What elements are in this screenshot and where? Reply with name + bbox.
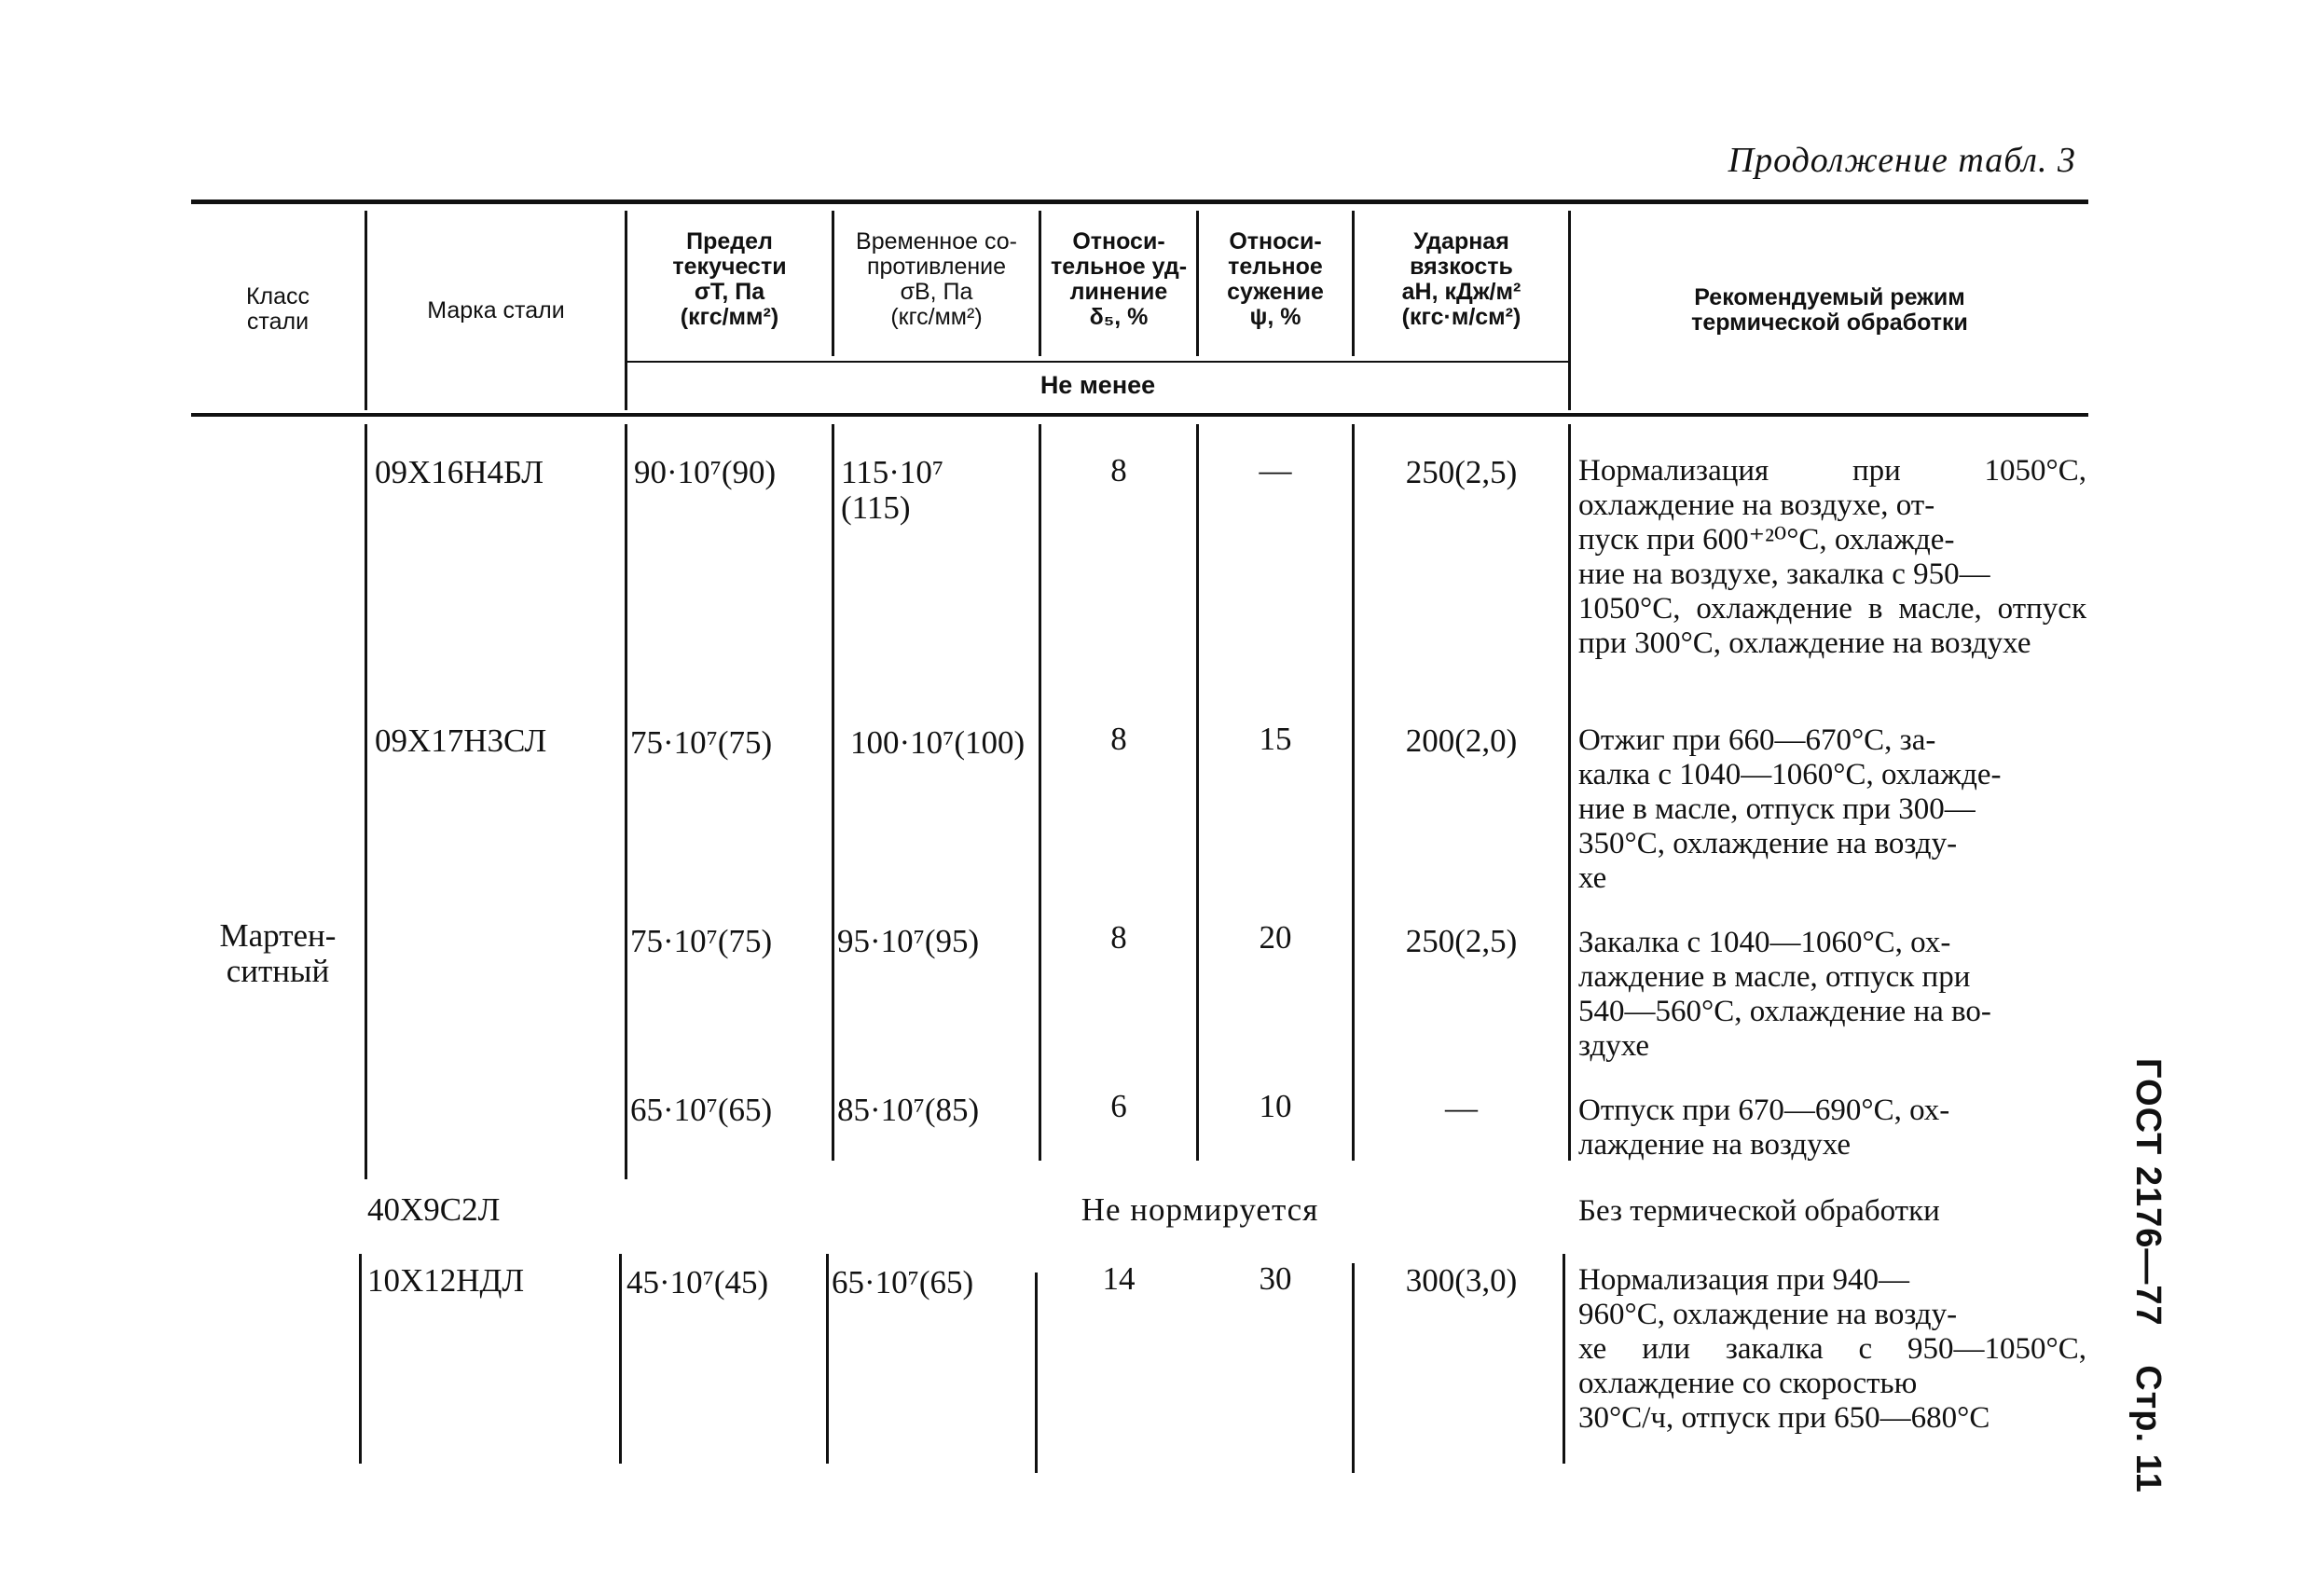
column-divider <box>619 1254 622 1464</box>
row6-grade: 10Х12НДЛ <box>367 1262 525 1299</box>
header-bottom-rule <box>191 413 2088 417</box>
row3-tensile: 95·10⁷(95) <box>837 923 980 959</box>
row2-yield: 75·10⁷(75) <box>630 724 773 761</box>
column-divider <box>1568 424 1571 1161</box>
row1-elongation: 8 <box>1110 452 1127 488</box>
row1-reduction: — <box>1259 452 1292 488</box>
column-divider <box>625 424 627 1179</box>
continuation-label: Продолжение табл. 3 <box>1728 141 2076 180</box>
row2-impact: 200(2,0) <box>1405 722 1518 759</box>
header-treatment: Рекомендуемый режим термической обработки <box>1691 284 1968 336</box>
column-divider <box>359 1254 362 1464</box>
row5-not-normalized: Не нормируется <box>1081 1191 1319 1228</box>
column-divider <box>365 424 367 1179</box>
header-not-less: Не менее <box>1039 371 1156 399</box>
row3-elongation: 8 <box>1110 919 1127 956</box>
row4-impact: — <box>1445 1090 1478 1126</box>
column-divider <box>1196 424 1199 1161</box>
header-reduction: Относи- тельное сужение ψ, % <box>1227 228 1324 330</box>
row6-tensile: 65·10⁷(65) <box>832 1264 974 1300</box>
row4-reduction: 10 <box>1259 1088 1292 1124</box>
page-sidebar <box>2127 1058 2168 1493</box>
row1-tensile: 115·10⁷ (115) <box>841 454 944 526</box>
row6-elongation: 14 <box>1102 1260 1136 1297</box>
column-divider <box>832 424 834 1161</box>
header-tensile: Временное со- противление σB, Па (кгс/мм²) <box>856 228 1017 330</box>
row2-tensile: 100·10⁷(100) <box>850 724 1026 761</box>
row6-reduction: 30 <box>1259 1260 1292 1297</box>
not-less-rule <box>626 361 1568 363</box>
header-impact: Ударная вязкость aH, кДж/м² (кгс·м/см²) <box>1401 228 1521 330</box>
row2-grade: 09Х17Н3СЛ <box>375 722 547 759</box>
header-grade: Марка стали <box>427 297 565 323</box>
row4-elongation: 6 <box>1110 1088 1127 1124</box>
column-divider <box>826 1254 829 1464</box>
row4-treatment: Отпуск при 670—690°С, ох- лаждение на воздухе <box>1578 1094 1950 1162</box>
page-number: Стр. 11 <box>2128 1365 2168 1493</box>
row3-yield: 75·10⁷(75) <box>630 923 773 959</box>
row6-impact: 300(3,0) <box>1405 1262 1518 1299</box>
header-yield: Предел текучести σT, Па (кгс/мм²) <box>672 228 787 330</box>
header-elongation: Относи- тельное уд- линение δ₅, % <box>1050 228 1188 330</box>
standard-number: ГОСТ 2176—77 <box>2128 1058 2168 1327</box>
row4-yield: 65·10⁷(65) <box>630 1092 773 1128</box>
row1-impact: 250(2,5) <box>1405 454 1518 490</box>
steel-class: Мартен- ситный <box>219 917 337 989</box>
row3-impact: 250(2,5) <box>1405 923 1518 959</box>
row6-treatment: Нормализация при 940— 960°С, охлаждение на возду- хе или закалка с 950—1050°С, охлаждение со скоростью 30°С/ч, отпуск при 650—680°С <box>1578 1263 2086 1435</box>
row2-elongation: 8 <box>1110 721 1127 757</box>
row5-grade: 40Х9С2Л <box>367 1191 501 1228</box>
table-top-rule <box>191 200 2088 204</box>
header-class: Класс стали <box>245 283 310 335</box>
row1-yield: 90·10⁷(90) <box>634 454 777 490</box>
column-divider <box>1035 1273 1038 1473</box>
row2-reduction: 15 <box>1259 721 1292 757</box>
column-divider <box>1352 424 1355 1161</box>
column-divider <box>1039 424 1041 1161</box>
row5-treatment: Без термической обработки <box>1578 1194 1940 1228</box>
row3-reduction: 20 <box>1259 919 1292 956</box>
row1-grade: 09Х16Н4БЛ <box>375 454 544 490</box>
row1-treatment: Нормализация при 1050°С, охлаждение на воздухе, от- пуск при 600⁺²⁰°С, охлажде- ние на воздухе, закалка с 950— 1050°С, охлаждение в масле, отпуск при 300°С, охлаждение на воздухе <box>1578 454 2086 660</box>
row6-yield: 45·10⁷(45) <box>626 1264 769 1300</box>
row4-tensile: 85·10⁷(85) <box>837 1092 980 1128</box>
row2-treatment: Отжиг при 660—670°С, за- калка с 1040—1060°С, охлажде- ние в масле, отпуск при 300— 350°С, охлаждение на возду- хе <box>1578 723 2002 895</box>
row3-treatment: Закалка с 1040—1060°С, ох- лаждение в масле, отпуск при 540—560°С, охлаждение на во- здухе <box>1578 926 1991 1063</box>
